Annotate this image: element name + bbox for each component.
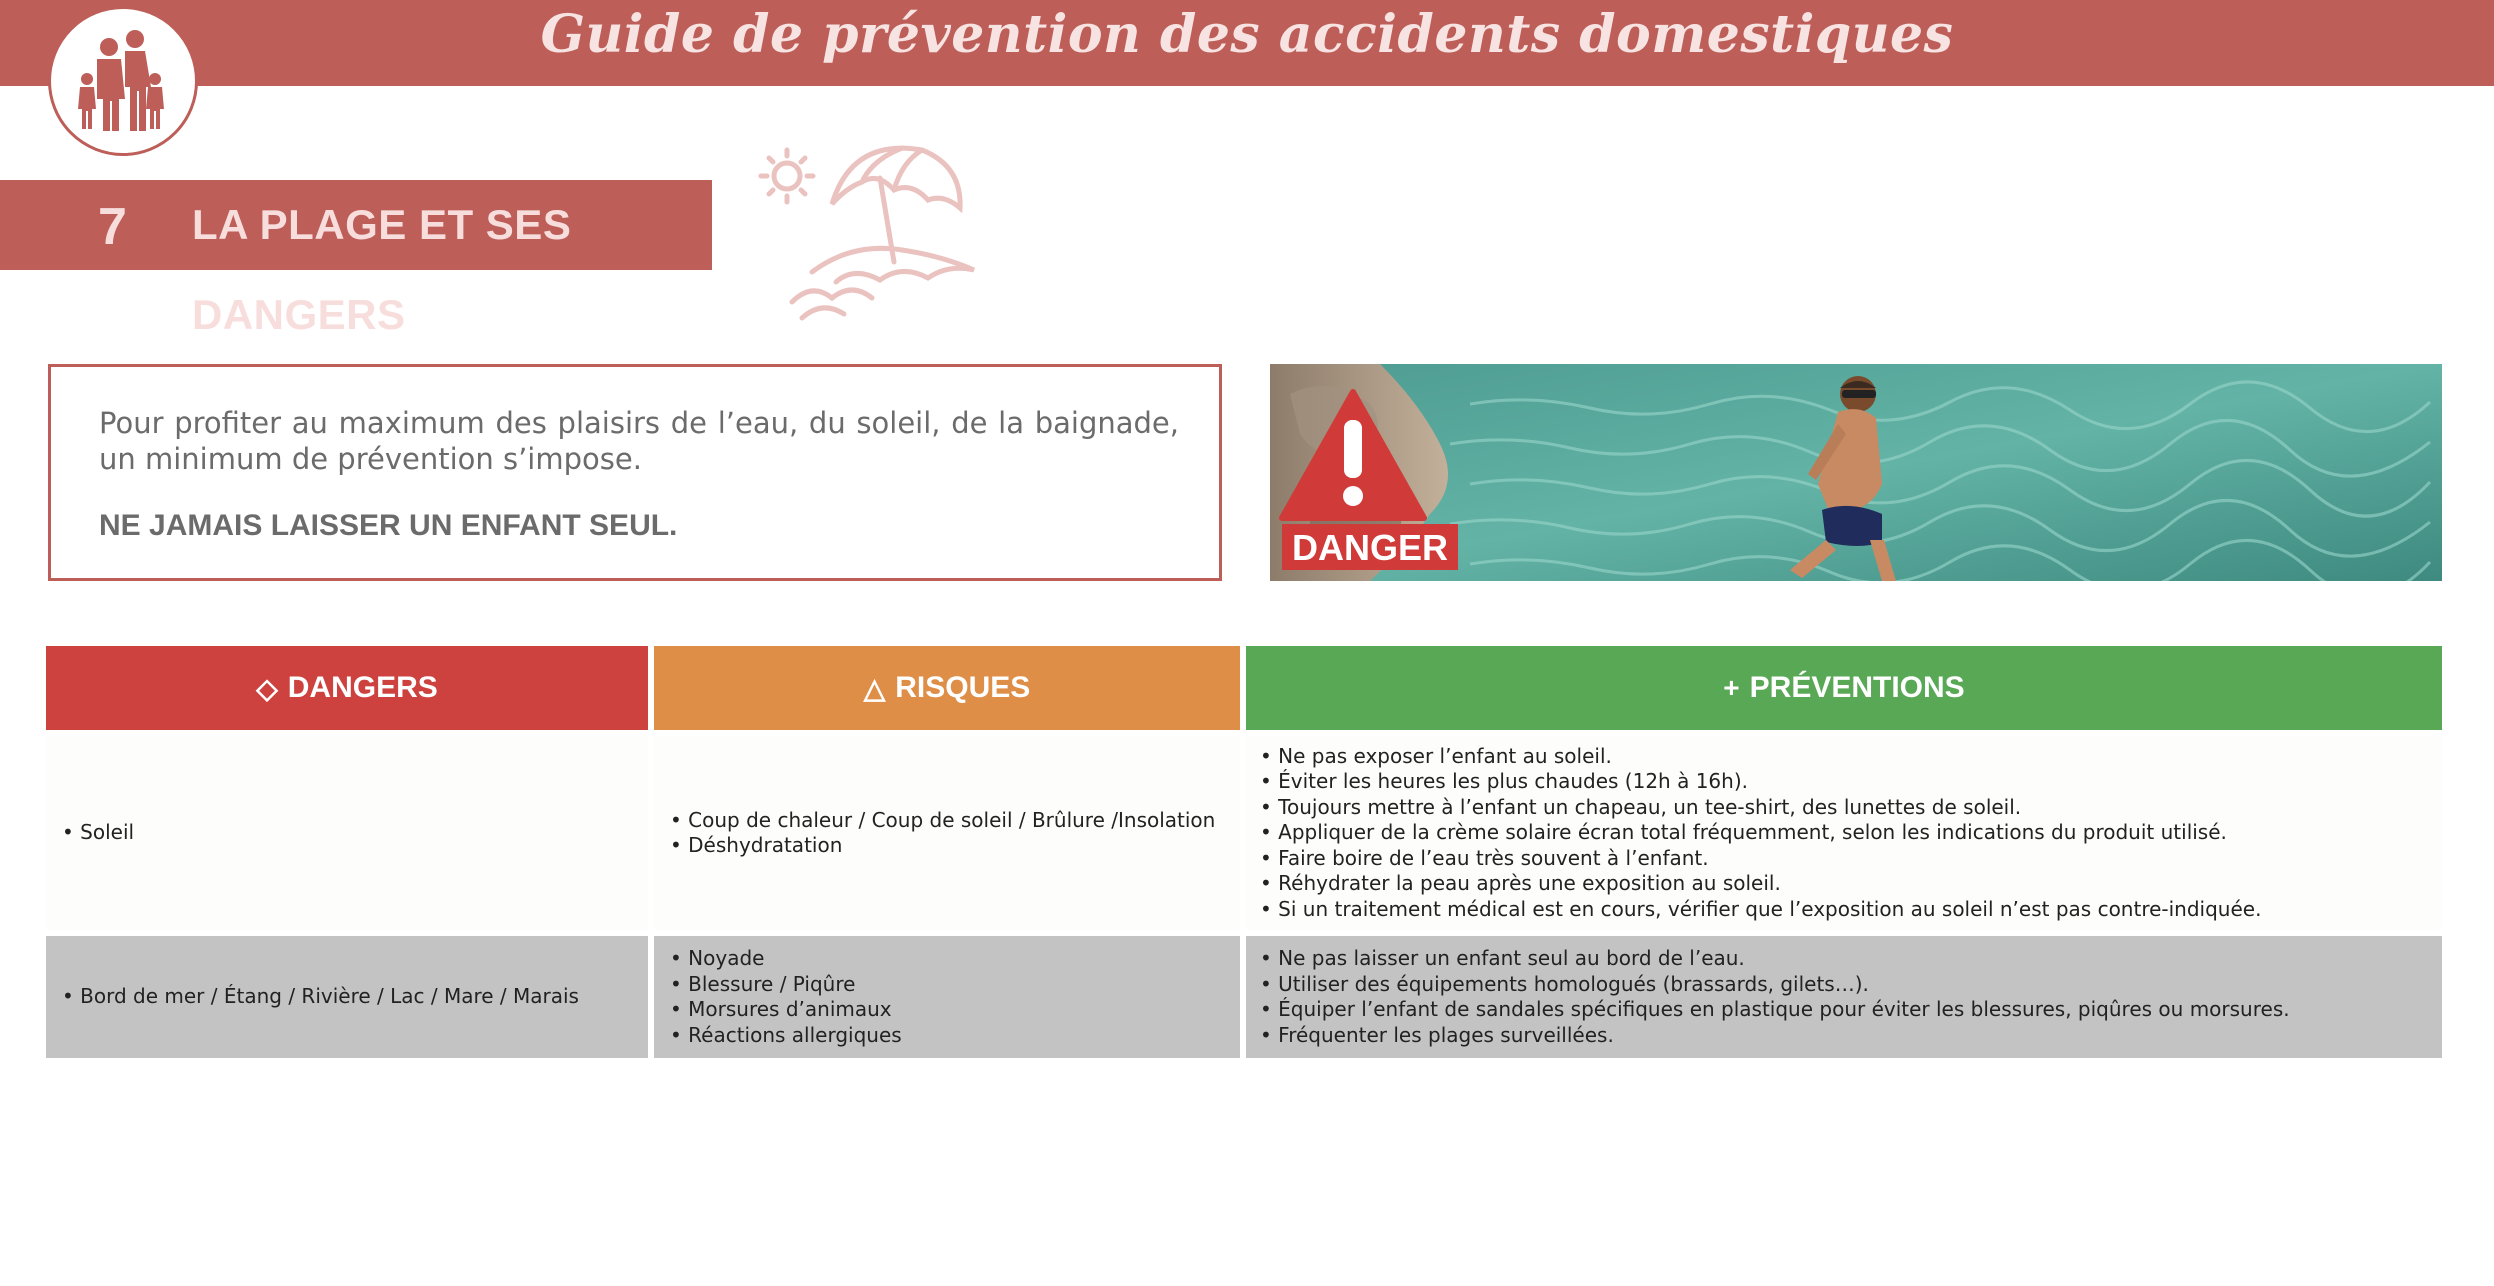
list-item: • Appliquer de la crème solaire écran total fréquemment, selon les indications du produit utilisé. [1260,820,2442,846]
beach-photo [1270,364,2442,581]
list-item: • Blessure / Piqûre [670,972,1240,998]
document-title: Guide de prévention des accidents domestiques [540,4,1954,65]
table-cell-danger [46,736,648,930]
intro-text: Pour profiter au maximum des plaisirs de l’eau, du soleil, de la baignade, un minimum de prévention s’impose. [99,406,1179,476]
danger-label: DANGER [1282,524,1458,570]
warning-triangle-icon [1278,386,1428,522]
list-item: • Coup de chaleur / Coup de soleil / Brûlure /Insolation [670,808,1240,834]
intro-box [48,364,1222,581]
section-title: LA PLAGE ET SES DANGERS [192,201,572,338]
list-item: • Morsures d’animaux [670,997,1240,1023]
header-risques-label: RISQUES [895,671,1031,704]
intro-warning: NE JAMAIS LAISSER UN ENFANT SEUL. [99,509,678,542]
list-item: • Toujours mettre à l’enfant un chapeau, un tee-shirt, des lunettes de soleil. [1260,795,2442,821]
triangle-icon: △ [863,672,886,704]
list-item: • Équiper l’enfant de sandales spécifiques en plastique pour éviter les blessures, piqûres ou morsures. [1260,997,2442,1023]
list-item: • Si un traitement médical est en cours, vérifier que l’exposition au soleil n’est pas contre-indiquée. [1260,897,2442,923]
list-item: • Ne pas exposer l’enfant au soleil. [1260,744,2442,770]
beach-umbrella-icon [752,132,982,326]
list-item: • Bord de mer / Étang / Rivière / Lac / Mare / Marais [62,984,648,1010]
table-cell-risques [654,736,1240,930]
section-banner [0,180,712,338]
header-dangers [46,646,648,730]
header-dangers-label: DANGERS [287,671,438,704]
header-bar [0,0,2494,86]
list-item: • Éviter les heures les plus chaudes (12h à 16h). [1260,769,2442,795]
list-item: • Fréquenter les plages surveillées. [1260,1023,2442,1049]
diamond-icon: ◇ [256,672,278,704]
list-item: • Noyade [670,946,1240,972]
list-item: • Réhydrater la peau après une exposition au soleil. [1260,871,2442,897]
list-item: • Soleil [62,820,648,846]
list-item: • Réactions allergiques [670,1023,1240,1049]
list-item: • Ne pas laisser un enfant seul au bord de l’eau. [1260,946,2442,972]
table-cell-risques [654,936,1240,1058]
header-risques [654,646,1240,730]
table-cell-preventions [1246,936,2442,1058]
family-icon [48,6,198,156]
list-item: • Faire boire de l’eau très souvent à l’enfant. [1260,846,2442,872]
header-preventions-label: PRÉVENTIONS [1749,671,1965,704]
list-item: • Déshydratation [670,833,1240,859]
section-number: 7 [98,198,127,256]
table-cell-preventions [1246,736,2442,930]
plus-icon: + [1723,672,1740,703]
header-preventions [1246,646,2442,730]
list-item: • Utiliser des équipements homologués (brassards, gilets…). [1260,972,2442,998]
table-cell-danger [46,936,648,1058]
